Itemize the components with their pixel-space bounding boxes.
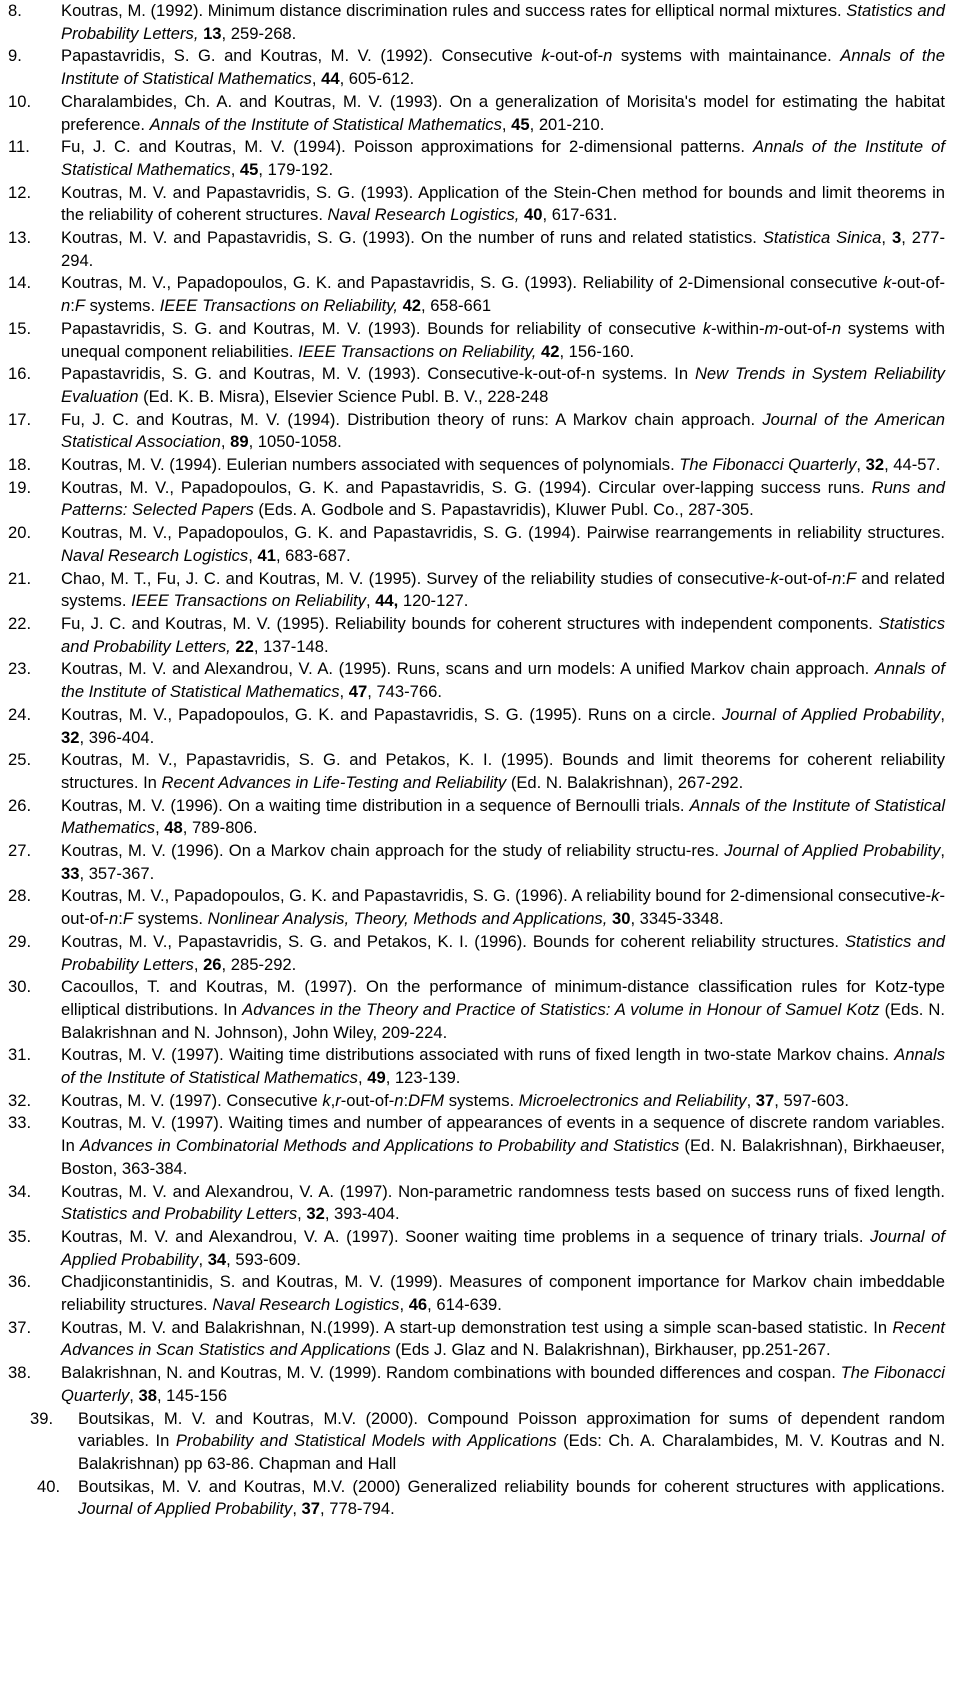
reference-item — [0, 885, 945, 930]
reference-item — [0, 522, 945, 567]
reference-number: 12. — [8, 182, 32, 202]
text-segment: (Ed. K. B. Misra), Elsevier Science Publ. B. V., 228-248 — [138, 386, 549, 406]
reference-number: 25. — [8, 750, 32, 770]
bold-segment: 41 — [257, 545, 276, 565]
reference-item — [0, 1408, 945, 1476]
text-segment: Chadjiconstantinidis, S. and Koutras, M. V. (1999). Measures of component importance for Markov chain imbeddable reliability structures. — [61, 1272, 945, 1315]
text-segment: , 778-794. — [320, 1499, 395, 1519]
reference-text — [61, 1091, 849, 1110]
reference-item — [0, 318, 945, 363]
reference-item — [0, 272, 945, 317]
bold-segment: 38 — [138, 1385, 157, 1405]
bold-segment: 49 — [367, 1068, 386, 1088]
text-segment: (Eds J. Glaz and N. Balakrishnan), Birkhauser, pp.251-267. — [390, 1340, 831, 1360]
reference-number: 38. — [8, 1363, 32, 1383]
reference-text — [61, 92, 945, 134]
text-segment: , — [501, 114, 512, 134]
italic-segment: Journal of Applied Probability — [721, 704, 941, 724]
bold-segment: 13 — [203, 23, 222, 43]
italic-segment: New Trends in System Reliability Evaluation — [61, 364, 945, 406]
italic-segment: k — [883, 273, 892, 293]
italic-segment: The Fibonacci Quarterly — [679, 455, 857, 475]
reference-item — [0, 182, 945, 227]
reference-number: 32. — [8, 1090, 32, 1110]
text-segment: , 259-268. — [221, 23, 297, 43]
reference-item — [0, 227, 945, 272]
text-segment: , 597-603. — [774, 1090, 849, 1110]
reference-text — [61, 183, 945, 225]
italic-segment: Recent Advances in Life-Testing and Reliability — [161, 772, 507, 792]
italic-segment: n — [61, 296, 71, 316]
italic-segment: F — [74, 296, 85, 316]
text-segment: , — [856, 455, 866, 475]
reference-text — [61, 46, 945, 88]
text-segment: Koutras, M. V., Papadopoulos, G. K. and Papastavridis, S. G. (1993). Reliability of 2-Dimensional consecutive — [61, 273, 884, 293]
reference-item — [0, 0, 945, 45]
italic-segment: Annals of the Institute of Statistical Mathematics — [61, 795, 946, 838]
bold-segment: 32 — [865, 455, 885, 475]
reference-item — [0, 1476, 945, 1521]
text-segment: Cacoullos, T. and Koutras, M. (1997). On the performance of minimum-distance classification rules for Kotz-type elliptical distributions. In — [61, 977, 945, 1019]
italic-segment: Statistics and Probability Letters, — [61, 1, 946, 43]
text-segment: , 123-139. — [385, 1068, 461, 1088]
text-segment: -out-of- — [778, 318, 832, 338]
text-segment: Koutras, M. V., Papadopoulos, G. K. and Papastavridis, S. G. (1995). Runs on a circle. — [61, 704, 722, 724]
text-segment: Boutsikas, M. V. and Koutras, M.V. (2000). Compound Poisson approximation for sums of dependent random variables. In — [78, 1408, 945, 1451]
reference-text — [61, 977, 945, 1041]
italic-segment: DFM — [408, 1090, 445, 1110]
text-segment: , 614-639. — [427, 1295, 502, 1315]
text-segment: , 1050-1058. — [248, 432, 342, 452]
text-segment: Fu, J. C. and Koutras, M. V. (1995). Reliability bounds for coherent structures with independent components. — [61, 613, 879, 633]
text-segment: Papastavridis, S. G. and Koutras, M. V. (1992). Consecutive — [61, 46, 542, 66]
text-segment: Koutras, M. V. (1997). Waiting time distributions associated with runs of fixed length in two-state Markov chains. — [61, 1045, 895, 1065]
italic-segment: n — [831, 318, 842, 338]
reference-item — [0, 409, 945, 454]
reference-number: 39. — [30, 1408, 54, 1428]
italic-segment: Naval Research Logistics — [212, 1295, 400, 1315]
text-segment: : — [403, 1090, 409, 1110]
reference-number: 37. — [8, 1317, 32, 1337]
text-segment: , 357-367. — [79, 863, 155, 883]
italic-segment: k — [931, 886, 940, 906]
reference-text — [61, 614, 945, 656]
text-segment: -out-of- — [549, 46, 604, 66]
text-segment: Koutras, M. V., Papadopoulos, G. K. and Papastavridis, S. G. (1996). A reliability bound for 2-dimensional consecutive- — [61, 886, 932, 906]
italic-segment: Statistics and Probability Letters — [61, 931, 946, 974]
italic-segment: Journal of Applied Probability — [724, 841, 941, 861]
reference-number: 30. — [8, 977, 32, 997]
reference-item — [0, 1044, 945, 1089]
reference-item — [0, 477, 945, 522]
italic-segment: n — [832, 568, 842, 588]
reference-number: 14. — [8, 273, 32, 293]
text-segment: Koutras, M. V. (1997). Waiting times and number of appearances of events in a sequence of discrete random variables. In — [61, 1113, 945, 1156]
italic-segment: Annals of the Institute of Statistical Mathematics — [149, 114, 502, 134]
text-segment: , — [881, 228, 892, 248]
reference-number: 19. — [8, 477, 32, 497]
text-segment: , — [357, 1068, 368, 1088]
reference-text — [61, 932, 945, 974]
text-segment: , 179-192. — [258, 159, 334, 179]
text-segment: , — [365, 591, 376, 611]
reference-text — [61, 319, 945, 361]
text-segment: , 201-210. — [529, 114, 605, 134]
italic-segment: Advances in Combinatorial Methods and Applications to Probability and Statistics — [79, 1136, 680, 1156]
italic-segment: Annals of the Institute of Statistical Mathematics — [61, 1045, 945, 1088]
reference-number: 33. — [8, 1113, 32, 1133]
reference-number: 26. — [8, 795, 32, 815]
text-segment: Boutsikas, M. V. and Koutras, M.V. (2000) Generalized reliability bounds for coherent structures with applications. — [78, 1476, 945, 1496]
bold-segment: 47 — [348, 682, 368, 702]
text-segment: , — [220, 432, 231, 452]
text-segment: Koutras, M. V., Papastavridis, S. G. and Petakos, K. I. (1996). Bounds for coherent reliability structures. — [61, 931, 845, 951]
text-segment: Koutras, M. V. (1996). On a Markov chain approach for the study of reliability structu-res. — [61, 841, 725, 861]
bold-segment: 89 — [230, 432, 249, 452]
italic-segment: Journal of the American Statistical Association — [61, 409, 945, 452]
reference-number: 28. — [8, 886, 32, 906]
bold-segment: 32 — [306, 1204, 325, 1224]
text-segment: : — [70, 296, 75, 316]
reference-number: 15. — [8, 318, 32, 338]
text-segment: , — [399, 1295, 409, 1315]
reference-number: 20. — [8, 523, 32, 543]
italic-segment: Annals of the Institute of Statistical Mathematics — [61, 659, 946, 702]
text-segment: systems. — [444, 1090, 519, 1110]
text-segment: (Ed. N. Balakrishnan), 267-292. — [506, 772, 744, 792]
italic-segment: r — [335, 1090, 341, 1110]
text-segment: , 789-806. — [182, 818, 258, 838]
reference-text — [61, 1272, 945, 1314]
reference-item — [0, 613, 945, 658]
text-segment: -out-of- — [61, 886, 945, 929]
text-segment: -out-of- — [778, 568, 833, 588]
reference-text — [61, 659, 945, 701]
bold-segment: 45 — [511, 114, 530, 134]
italic-segment: F — [846, 568, 857, 588]
text-segment: , — [940, 841, 945, 861]
reference-item — [0, 1226, 945, 1271]
text-segment: Koutras, M. V. and Balakrishnan, N.(1999). A start-up demonstration test using a simple scan-based statistic. In — [61, 1317, 893, 1337]
bold-segment: 37 — [301, 1499, 321, 1519]
bold-segment: 34 — [207, 1249, 227, 1269]
reference-item — [0, 1362, 945, 1407]
text-segment: , 743-766. — [367, 682, 442, 702]
italic-segment: Statistica Sinica — [762, 228, 882, 248]
text-segment: systems. — [132, 909, 208, 929]
reference-item — [0, 1271, 945, 1316]
text-segment: Papastavridis, S. G. and Koutras, M. V. (1993). Bounds for reliability of consecutive — [61, 318, 703, 338]
text-segment: , 658-661 — [421, 296, 492, 316]
reference-number: 35. — [8, 1226, 32, 1246]
bold-segment: 48 — [164, 818, 183, 838]
text-segment: 120-127. — [398, 591, 469, 611]
reference-text — [61, 886, 945, 928]
italic-segment: m — [764, 318, 779, 338]
italic-segment: IEEE Transactions on Reliability — [131, 591, 366, 611]
reference-text — [61, 1113, 945, 1177]
text-segment: -within- — [711, 318, 765, 338]
text-segment: : — [118, 909, 123, 929]
reference-text — [61, 364, 945, 406]
bold-segment: 45 — [239, 159, 259, 179]
reference-number: 40. — [37, 1476, 61, 1496]
reference-item — [0, 45, 945, 90]
reference-text — [61, 705, 945, 747]
italic-segment: F — [122, 909, 133, 929]
text-segment: , — [297, 1204, 307, 1224]
text-segment: , — [198, 1249, 208, 1269]
reference-item — [0, 1112, 945, 1180]
text-segment: Koutras, M. V. and Alexandrou, V. A. (1997). Non-parametric randomness tests based on success runs of fixed length. — [61, 1181, 945, 1201]
reference-item — [0, 363, 945, 408]
reference-item — [0, 976, 945, 1044]
text-segment: , 285-292. — [221, 954, 297, 974]
reference-text — [61, 1045, 945, 1087]
bold-segment: 44 — [321, 69, 340, 89]
italic-segment: k — [322, 1090, 331, 1110]
italic-segment: Statistics and Probability Letters — [61, 1204, 298, 1224]
reference-number: 23. — [8, 659, 32, 679]
italic-segment: Statistics and Probability Letters, — [61, 613, 945, 656]
bold-segment: 33 — [61, 863, 80, 883]
italic-segment: Nonlinear Analysis, Theory, Methods and Applications, — [207, 909, 608, 929]
reference-item — [0, 91, 945, 136]
text-segment: , 277-294. — [61, 228, 945, 270]
text-segment: , — [746, 1090, 756, 1110]
text-segment: , 393-404. — [324, 1204, 400, 1224]
text-segment: (Eds: Ch. A. Charalambides, M. V. Koutras and N. Balakrishnan) pp 63-86. Chapman and Hall — [78, 1431, 945, 1473]
reference-number: 9. — [8, 46, 22, 66]
reference-text — [61, 523, 945, 565]
text-segment: Koutras, M. V. and Alexandrou, V. A. (1995). Runs, scans and urn models: A unified Markov chain approach. — [61, 659, 875, 679]
reference-text — [61, 478, 945, 520]
reference-text — [61, 410, 945, 452]
reference-item — [0, 658, 945, 703]
reference-text — [61, 750, 945, 792]
bold-segment: 42 — [402, 296, 422, 316]
text-segment: Koutras, M. V. (1994). Eulerian numbers associated with sequences of polynomials. — [61, 455, 680, 475]
italic-segment: k — [702, 318, 712, 338]
text-segment: Chao, M. T., Fu, J. C. and Koutras, M. V. (1995). Survey of the reliability studies of consecutive- — [61, 568, 771, 588]
text-segment: , — [129, 1385, 139, 1405]
text-segment: systems with maintainance. — [612, 46, 841, 66]
italic-segment: Advances in the Theory and Practice of Statistics: A volume in Honour of Samuel Kotz — [242, 999, 880, 1019]
text-segment: Koutras, M. V., Papastavridis, S. G. and Petakos, K. I. (1995). Bounds and limit theorems for coherent reliability structures. In — [61, 750, 945, 792]
text-segment: Koutras, M. V. and Papastavridis, S. G. (1993). On the number of runs and related statistics. — [61, 228, 763, 248]
text-segment: Koutras, M. V., Papadopoulos, G. K. and Papastavridis, S. G. (1994). Pairwise rearrangements in reliability structures. — [61, 523, 945, 543]
reference-number: 27. — [8, 841, 32, 861]
reference-text — [61, 273, 945, 315]
reference-item — [0, 749, 945, 794]
reference-number: 29. — [8, 931, 32, 951]
text-segment: systems. — [85, 296, 160, 316]
text-segment: , 683-687. — [275, 545, 351, 565]
text-segment: , — [248, 545, 258, 565]
reference-text — [61, 569, 945, 611]
reference-item — [0, 931, 945, 976]
reference-text — [61, 455, 940, 474]
reference-number: 16. — [8, 364, 32, 384]
bold-segment: 42 — [540, 341, 560, 361]
reference-text — [61, 1, 945, 43]
text-segment: -out-of- — [891, 273, 945, 293]
text-segment: Koutras, M. V., Papadopoulos, G. K. and Papastavridis, S. G. (1994). Circular over-lapping success runs. — [61, 477, 872, 497]
text-segment: , — [311, 69, 322, 89]
reference-item — [0, 568, 945, 613]
text-segment: , — [155, 818, 165, 838]
text-segment: , — [339, 682, 349, 702]
reference-number: 18. — [8, 455, 32, 475]
bold-segment: 46 — [408, 1295, 428, 1315]
text-segment: Koutras, M. V. (1996). On a waiting time distribution in a sequence of Bernoulli trials. — [61, 795, 690, 815]
text-segment: , 593-609. — [226, 1249, 301, 1269]
text-segment: , — [193, 954, 204, 974]
italic-segment: n — [603, 46, 613, 66]
reference-item — [0, 795, 945, 840]
italic-segment: n — [394, 1090, 404, 1110]
reference-number: 36. — [8, 1272, 32, 1292]
reference-number: 11. — [8, 137, 30, 157]
italic-segment: Annals of the Institute of Statistical Mathematics — [61, 46, 945, 89]
italic-segment: Journal of Applied Probability — [78, 1499, 293, 1519]
text-segment: Koutras, M. V. and Alexandrou, V. A. (1997). Sooner waiting time problems in a sequence of trinary trials. — [61, 1226, 871, 1246]
text-segment: , 617-631. — [542, 205, 618, 225]
text-segment: Koutras, M. V. and Papastavridis, S. G. (1993). Application of the Stein-Chen method for bounds and limit theorems in the reliability of coherent structures. — [61, 182, 945, 225]
text-segment: , 396-404. — [79, 727, 155, 747]
reference-item — [0, 1090, 945, 1113]
reference-text — [61, 137, 945, 179]
reference-number: 31. — [8, 1045, 32, 1065]
reference-item — [0, 840, 945, 885]
reference-item — [0, 136, 945, 181]
text-segment: Fu, J. C. and Koutras, M. V. (1994). Distribution theory of runs: A Markov chain approach. — [61, 409, 763, 429]
reference-text — [61, 1227, 945, 1269]
italic-segment: Probability and Statistical Models with Applications — [175, 1431, 557, 1451]
text-segment: (Eds. A. Godbole and S. Papastavridis), Kluwer Publ. Co., 287-305. — [253, 500, 754, 520]
italic-segment: The Fibonacci Quarterly — [61, 1363, 945, 1405]
text-segment: , 137-148. — [253, 636, 329, 656]
bold-segment: 37 — [755, 1090, 775, 1110]
text-segment: systems with unequal component reliabilities. — [61, 318, 945, 361]
italic-segment: IEEE Transactions on Reliability, — [159, 296, 398, 316]
reference-number: 8. — [8, 1, 22, 20]
text-segment: Koutras, M. V. (1997). Consecutive — [61, 1090, 323, 1110]
reference-text — [61, 228, 945, 270]
text-segment: , 3345-3348. — [630, 909, 724, 929]
reference-text — [61, 1318, 945, 1360]
bold-segment: 32 — [61, 727, 80, 747]
bold-segment: 40 — [524, 205, 543, 225]
bold-segment: 3 — [891, 228, 902, 248]
text-segment: : — [841, 568, 846, 588]
text-segment: , — [940, 704, 946, 724]
text-segment: Balakrishnan, N. and Koutras, M. V. (1999). Random combinations with bounded differences and cospan. — [61, 1363, 841, 1383]
reference-text — [78, 1409, 945, 1473]
text-segment: Papastavridis, S. G. and Koutras, M. V. (1993). Consecutive-k-out-of-n systems. In — [61, 364, 695, 384]
reference-number: 24. — [8, 704, 32, 724]
italic-segment: Naval Research Logistics, — [327, 205, 520, 225]
bold-segment: 44, — [375, 591, 399, 611]
text-segment: -out-of- — [340, 1090, 395, 1110]
reference-number: 34. — [8, 1181, 32, 1201]
text-segment: , — [292, 1499, 302, 1519]
reference-number: 21. — [8, 568, 32, 588]
italic-segment: IEEE Transactions on Reliability, — [298, 341, 537, 361]
text-segment: , 605-612. — [339, 69, 415, 89]
bold-segment: 22 — [235, 636, 254, 656]
italic-segment: n — [108, 909, 119, 929]
text-segment: and related systems. — [61, 568, 945, 611]
reference-text — [61, 796, 945, 838]
text-segment: , — [330, 1090, 336, 1110]
text-segment: , — [230, 159, 240, 179]
italic-segment: Journal of Applied Probability — [61, 1226, 945, 1269]
bold-segment: 30 — [611, 909, 631, 929]
text-segment: (Eds. N. Balakrishnan and N. Johnson), John Wiley, 209-224. — [61, 999, 945, 1042]
text-segment: , 44-57. — [884, 455, 941, 475]
italic-segment: k — [541, 46, 550, 66]
reference-item — [0, 1317, 945, 1362]
reference-number: 22. — [8, 613, 32, 633]
text-segment: Charalambides, Ch. A. and Koutras, M. V. (1993). On a generalization of Morisita's model for estimating the habitat preference. — [61, 91, 945, 134]
reference-number: 17. — [8, 409, 32, 429]
italic-segment: Naval Research Logistics — [61, 545, 249, 565]
italic-segment: Runs and Patterns: Selected Papers — [61, 477, 945, 520]
reference-number: 13. — [8, 228, 32, 248]
reference-text — [61, 841, 945, 883]
reference-item — [0, 1181, 945, 1226]
text-segment: Fu, J. C. and Koutras, M. V. (1994). Poisson approximations for 2-dimensional patterns. — [61, 137, 754, 157]
reference-number: 10. — [8, 91, 32, 111]
text-segment: (Ed. N. Balakrishnan), Birkhaeuser, Boston, 363-384. — [61, 1136, 945, 1178]
text-segment: , 156-160. — [559, 341, 635, 361]
bold-segment: 26 — [203, 954, 222, 974]
italic-segment: Annals of the Institute of Statistical Mathematics — [61, 137, 945, 179]
italic-segment: Microelectronics and Reliability — [518, 1090, 747, 1110]
italic-segment: Recent Advances in Scan Statistics and Applications — [61, 1317, 945, 1360]
text-segment: , 145-156 — [156, 1385, 228, 1405]
text-segment: Koutras, M. (1992). Minimum distance discrimination rules and success rates for elliptical normal mixtures. — [61, 1, 847, 20]
italic-segment: k — [770, 568, 779, 588]
reference-text — [61, 1182, 945, 1224]
reference-text — [61, 1363, 945, 1405]
reference-text — [78, 1477, 945, 1519]
reference-item — [0, 704, 945, 749]
reference-item — [0, 454, 945, 477]
